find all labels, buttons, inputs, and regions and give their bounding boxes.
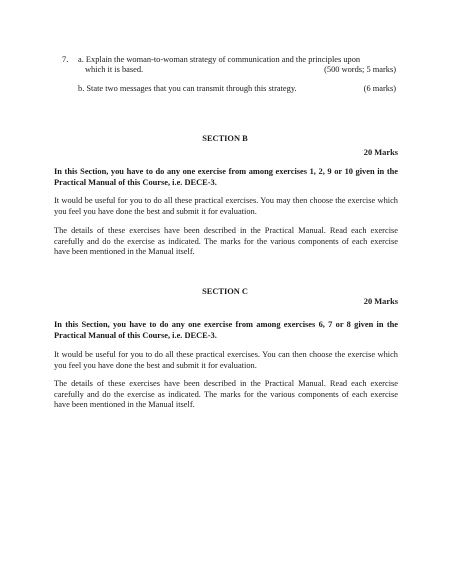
question-7-part-b [78,84,396,94]
section-b-title: SECTION B [202,134,248,143]
part-b-text: b. State two messages that you can transmit through this strategy. [78,84,297,93]
part-a-marks: (500 words; 5 marks) [324,65,396,75]
section-b-marks: 20 Marks [363,148,398,157]
question-7-part-a [78,55,396,76]
section-c-title: SECTION C [202,287,248,296]
question-number: 7. [62,55,69,64]
part-a-text-line2: which it is based. [85,65,144,75]
part-b-marks: (6 marks) [363,84,396,93]
section-c-marks: 20 Marks [363,297,398,306]
section-b-paragraph-2: The details of these exercises have been described in the Practical Manual. Read each exercise carefully and do the exercise as indicated. The marks for the various components of each exercise have been mentioned in the Manual itself. [54,226,398,257]
section-b-paragraph-1: It would be useful for you to do all these practical exercises. You may then choose the exercise which you feel you have done the best and submit it for evaluation. [54,196,398,216]
section-b-instruction: In this Section, you have to do any one exercise from among exercises 1, 2, 9 or 10 given in the Practical Manual of this Course, i.e. DECE-3. [54,167,398,187]
section-c-paragraph-2: The details of these exercises have been described in the Practical Manual. Read each exercise carefully and do the exercise as indicated. The marks for the various components of each exercise have been mentioned in the Manual itself. [54,379,398,410]
section-c-instruction: In this Section, you have to do any one exercise from among exercises 6, 7 or 8 given in the Practical Manual of this Course, i.e. DECE-3. [54,320,398,340]
part-a-text-line1: a. Explain the woman-to-woman strategy of communication and the principles upon [78,55,361,64]
section-c-paragraph-1: It would be useful for you to do all these practical exercises. You can then choose the exercise which you feel you have done the best and submit it for evaluation. [54,350,398,370]
